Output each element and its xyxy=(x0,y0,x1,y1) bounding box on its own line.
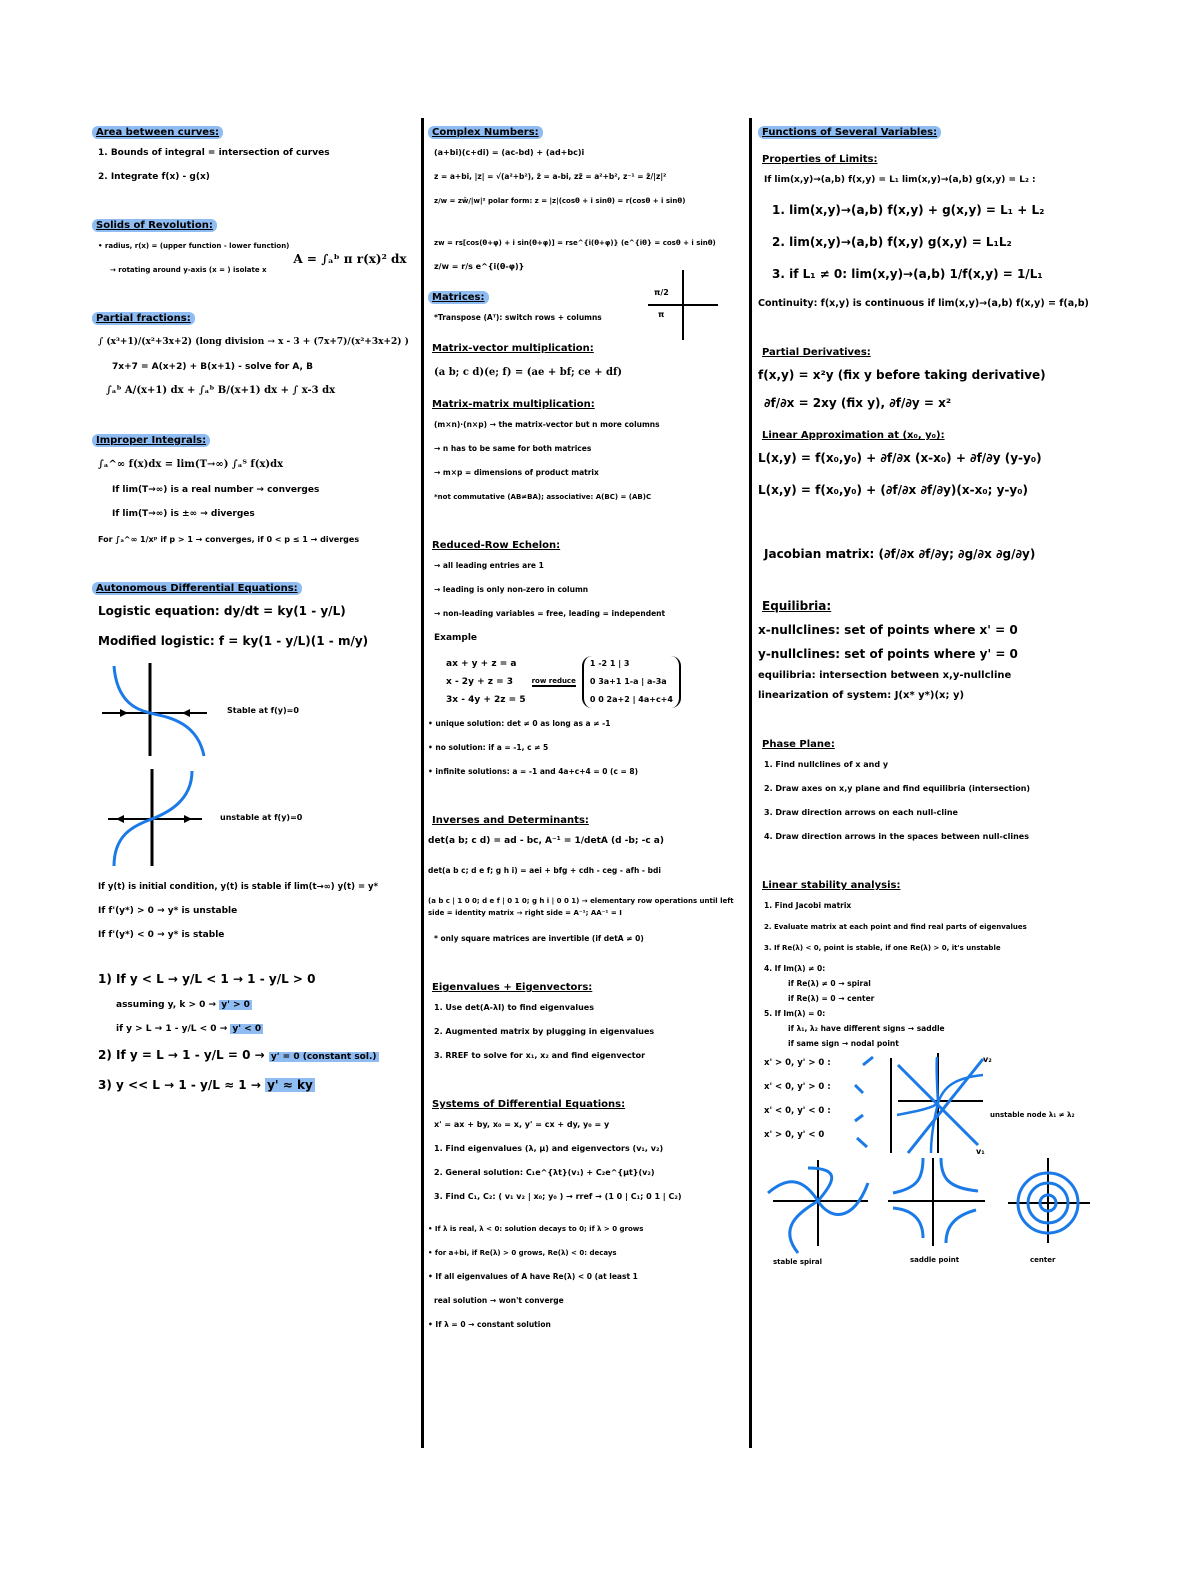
case-1: 1) If y < L → y/L < 1 → 1 - y/L > 0 xyxy=(98,972,316,986)
stab-center: if Re(λ) = 0 → center xyxy=(788,994,875,1003)
rref-rule-1: → all leading entries are 1 xyxy=(434,561,544,570)
phase-line-graphs xyxy=(92,661,222,871)
complex-product-polar: zw = rs[cos(θ+φ) + i sin(θ+φ)] = rse^{i(θ+φ)} (e^{iθ} = cosθ + i sinθ) xyxy=(434,239,716,247)
partial-integral: ∫ (x³+1)/(x²+3x+2) (long division → x - 3 + (7x+7)/(x²+3x+2) ) xyxy=(98,337,409,347)
y-nullclines: y-nullclines: set of points where y' = 0 xyxy=(758,647,1018,661)
area-step-1: 1. Bounds of integral = intersection of curves xyxy=(98,148,330,158)
complex-mult: (a+bi)(c+di) = (ac-bd) + (ad+bc)i xyxy=(434,148,585,157)
stable-spiral-label: stable spiral xyxy=(773,1258,822,1266)
rref-rule-3: → non-leading variables = free, leading = independent xyxy=(434,609,666,618)
stab-spiral: if Re(λ) ≠ 0 → spiral xyxy=(788,979,871,988)
improper-converges: If lim(T→∞) is a real number → converges xyxy=(112,485,320,495)
partial-solve: 7x+7 = A(x+2) + B(x+1) - solve for A, B xyxy=(112,362,313,372)
unstable-rule: If f'(y*) > 0 → y* is unstable xyxy=(98,906,238,916)
solids-formula: A = ∫ₐᵇ π r(x)² dx xyxy=(293,252,407,266)
section-title-stability: Linear stability analysis: xyxy=(762,880,901,891)
column-multivariable xyxy=(758,120,1113,1278)
case-3: 3) y << L → 1 - y/L ≈ 1 → y' ≈ ky xyxy=(98,1078,313,1092)
eigen-step-1: 1. Use det(A-λI) to find eigenvalues xyxy=(434,1003,594,1012)
limit-product: 2. lim(x,y)→(a,b) f(x,y) g(x,y) = L₁L₂ xyxy=(772,235,1012,249)
systems-eq: x' = ax + by, x₀ = x, y' = cx + dy, y₀ = y xyxy=(434,1120,610,1129)
column-divider-left xyxy=(421,118,424,1448)
area-step-2: 2. Integrate f(x) - g(x) xyxy=(98,172,210,182)
systems-step-1: 1. Find eigenvalues (λ, μ) and eigenvectors (v₁, v₂) xyxy=(434,1144,664,1153)
section-title-systems: Systems of Differential Equations: xyxy=(432,1099,626,1110)
unstable-label: unstable at f(y)=0 xyxy=(220,813,303,822)
x-nullclines: x-nullclines: set of points where x' = 0 xyxy=(758,623,1018,637)
matrix-vector-formula: (a b; c d)(e; f) = (ae + bf; ce + df) xyxy=(434,367,622,378)
invertible-note: * only square matrices are invertible (if detA ≠ 0) xyxy=(434,934,644,943)
limits-given: If lim(x,y)→(a,b) f(x,y) = L₁ lim(x,y)→(a,b) g(x,y) = L₂ : xyxy=(764,175,1036,185)
section-title-inverses: Inverses and Determinants: xyxy=(432,815,589,826)
improper-diverges: If lim(T→∞) is ±∞ → diverges xyxy=(112,509,255,519)
systems-step-2: 2. General solution: C₁e^{λt}(v₁) + C₂e^{μt}(v₂) xyxy=(434,1168,655,1177)
section-title-matrix-vector: Matrix-vector multiplication: xyxy=(432,343,594,354)
limit-reciprocal: 3. if L₁ ≠ 0: lim(x,y)→(a,b) 1/f(x,y) = 1/L₁ xyxy=(772,267,1043,281)
complex-polar: z/w = zw̄/|w|² polar form: z = |z|(cosθ + i sinθ) = r(cosθ + i sinθ) xyxy=(434,197,686,205)
partials-result: ∂f/∂x = 2xy (fix y), ∂f/∂y = x² xyxy=(764,396,952,410)
column-linear-algebra xyxy=(428,120,748,1343)
inverse-procedure: (a b c | 1 0 0; d e f | 0 1 0; g h i | 0 0 1) → elementary row operations until left side = identity matrix → right side = A⁻¹; AA⁻¹ = I xyxy=(428,897,734,917)
case-1a: assuming y, k > 0 → y' > 0 xyxy=(116,1000,250,1010)
direction-arrows-figure: x' > 0, y' > 0 : x' < 0, y' > 0 : x' < 0, y' < 0 : x' > 0, y' < 0 v₂ v₁ unstable node λ₁ ≠ λ₂ xyxy=(764,1055,1075,1156)
v1-label: v₁ xyxy=(976,1147,985,1156)
rref-example-label: Example xyxy=(434,633,478,643)
mm-rule-1: (m×n)·(n×p) → the matrix-vector but n more columns xyxy=(434,420,660,429)
transpose-note: *Transpose (Aᵀ): switch rows + columns xyxy=(434,313,602,322)
complex-quotient-polar: z/w = r/s e^{i(θ-φ)} xyxy=(434,262,525,271)
section-title-area: Area between curves: xyxy=(92,126,223,139)
case-1b: if y > L → 1 - y/L < 0 → y' < 0 xyxy=(116,1024,262,1034)
rref-none: • no solution: if a = -1, c ≠ 5 xyxy=(428,743,549,752)
center-diagram xyxy=(1008,1158,1090,1243)
phase-step-3: 3. Draw direction arrows on each null-cline xyxy=(764,808,958,817)
limits-subtitle: Properties of Limits: xyxy=(762,154,878,165)
partials-example: f(x,y) = x²y (fix y before taking derivative) xyxy=(758,368,1046,382)
stab-saddle: if λ₁, λ₂ have different signs → saddle xyxy=(788,1024,945,1033)
column-divider-right xyxy=(749,118,752,1448)
quadrant-figure: π/2 π xyxy=(654,288,669,319)
rref-infinite: • infinite solutions: a = -1 and 4a+c+4 = 0 (c = 8) xyxy=(428,767,639,776)
improper-def: ∫ₐ^∞ f(x)dx = lim(T→∞) ∫ₐᵀ f(x)dx xyxy=(98,459,284,470)
stable-label: Stable at f(y)=0 xyxy=(227,706,299,715)
mm-rule-3: → m×p = dimensions of product matrix xyxy=(434,468,599,477)
stable-rule: If f'(y*) < 0 → y* is stable xyxy=(98,930,225,940)
section-title-solids: Solids of Revolution: xyxy=(92,219,217,232)
det-2x2: det(a b; c d) = ad - bc, A⁻¹ = 1/detA (d -b; -c a) xyxy=(428,836,664,846)
partial-split: ∫ₐᵇ A/(x+1) dx + ∫ₐᵇ B/(x+1) dx + ∫ x-3 dx xyxy=(106,385,336,396)
section-title-rref: Reduced-Row Echelon: xyxy=(432,540,561,551)
unstable-node-diagram xyxy=(853,1053,993,1158)
column-calculus xyxy=(92,120,417,1105)
section-title-complex: Complex Numbers: xyxy=(428,126,543,139)
stability-note: If y(t) is initial condition, y(t) is stable if lim(t→∞) y(t) = y* xyxy=(98,882,379,892)
mm-rule-2: → n has to be same for both matrices xyxy=(434,444,592,453)
limit-sum: 1. lim(x,y)→(a,b) f(x,y) + g(x,y) = L₁ + L₂ xyxy=(772,203,1045,217)
det-3x3: det(a b c; d e f; g h i) = aei + bfg + cdh - ceg - afh - bdi xyxy=(428,866,661,875)
linearization: linearization of system: J(x* y*)(x; y) xyxy=(758,690,965,701)
improper-p-test: For ∫ₐ^∞ 1/xᵖ if p > 1 → converges, if 0 < p ≤ 1 → diverges xyxy=(98,535,360,544)
center-label: center xyxy=(1030,1256,1056,1264)
stab-nodal: if same sign → nodal point xyxy=(788,1039,899,1048)
modified-logistic-eq: Modified logistic: f = ky(1 - y/L)(1 - m/y) xyxy=(98,634,369,648)
section-title-eigen: Eigenvalues + Eigenvectors: xyxy=(432,982,593,993)
section-title-matrices: Matrices: xyxy=(428,291,489,304)
logistic-eq: Logistic equation: dy/dt = ky(1 - y/L) xyxy=(98,604,346,618)
section-title-phase-plane: Phase Plane: xyxy=(762,739,835,750)
section-title-improper: Improper Integrals: xyxy=(92,434,210,447)
continuity-def: Continuity: f(x,y) is continuous if lim(x,y)→(a,b) f(x,y) = f(a,b) xyxy=(758,298,1089,309)
jacobian-matrix: Jacobian matrix: (∂f/∂x ∂f/∂y; ∂g/∂x ∂g/∂y) xyxy=(764,547,1036,561)
systems-note-2: • for a+bi, if Re(λ) > 0 grows, Re(λ) < 0: decays xyxy=(428,1249,617,1257)
unstable-node-label: unstable node λ₁ ≠ λ₂ xyxy=(990,1111,1075,1119)
section-title-autonomous: Autonomous Differential Equations: xyxy=(92,582,302,595)
phase-step-2: 2. Draw axes on x,y plane and find equilibria (intersection) xyxy=(764,784,1031,793)
v2-label: v₂ xyxy=(983,1055,992,1064)
eigen-step-2: 2. Augmented matrix by plugging in eigenvalues xyxy=(434,1027,655,1036)
saddle-point-diagram xyxy=(888,1158,985,1246)
stab-step-2: 2. Evaluate matrix at each point and find real parts of eigenvalues xyxy=(764,923,1027,931)
systems-note-3: • If all eigenvalues of A have Re(λ) < 0 (at least 1 xyxy=(428,1272,638,1281)
systems-note-5: • If λ = 0 → constant solution xyxy=(428,1320,551,1329)
stab-step-1: 1. Find Jacobi matrix xyxy=(764,901,852,910)
linear-approx-matrix: L(x,y) = f(x₀,y₀) + (∂f/∂x ∂f/∂y)(x-x₀; y-y₀) xyxy=(758,483,1028,497)
systems-note-1: • If λ is real, λ < 0: solution decays to 0; if λ > 0 grows xyxy=(428,1225,644,1233)
rref-unique: • unique solution: det ≠ 0 as long as a ≠ -1 xyxy=(428,719,611,728)
case-2: 2) If y = L → 1 - y/L = 0 → y' = 0 (constant sol.) xyxy=(98,1048,377,1062)
section-title-functions: Functions of Several Variables: xyxy=(758,126,941,139)
section-title-linear-approx: Linear Approximation at (x₀, y₀): xyxy=(762,430,945,441)
systems-note-4: real solution → won't converge xyxy=(434,1296,564,1305)
rref-rule-2: → leading is only non-zero in column xyxy=(434,585,589,594)
equilibria-def: equilibria: intersection between x,y-nullcline xyxy=(758,670,1012,681)
solids-radius-note: • radius, r(x) = (upper function - lower function) xyxy=(98,242,290,250)
rref-example: ax + y + z = a x - 2y + z = 3 3x - 4y + 2z = 5 row reduce 1 -2 1 | 3 0 3a+1 1-a | a-3a 0 0 2a+2 | 4a+c+4 xyxy=(440,656,748,708)
stab-step-3: 3. If Re(λ) < 0, point is stable, if one Re(λ) > 0, it's unstable xyxy=(764,944,1001,952)
stab-step-5: 5. If Im(λ) = 0: xyxy=(764,1009,826,1018)
solids-rotate-note: → rotating around y-axis (x = ) isolate x xyxy=(110,266,267,274)
section-title-partial-fractions: Partial fractions: xyxy=(92,312,195,325)
stable-spiral-diagram xyxy=(768,1160,868,1253)
systems-step-3: 3. Find C₁, C₂: ( v₁ v₂ | x₀; y₀ ) → rref → (1 0 | C₁; 0 1 | C₂) xyxy=(434,1192,682,1201)
section-title-matrix-matrix: Matrix-matrix multiplication: xyxy=(432,399,595,410)
complex-modulus: z = a+bi, |z| = √(a²+b²), z̄ = a-bi, zz̄ = a²+b², z⁻¹ = z̄/|z|² xyxy=(434,172,667,181)
mm-rule-4: *not commutative (AB≠BA); associative: A(BC) = (AB)C xyxy=(434,493,652,501)
eigen-step-3: 3. RREF to solve for x₁, x₂ and find eigenvector xyxy=(434,1051,646,1060)
section-title-partials: Partial Derivatives: xyxy=(762,347,871,358)
phase-step-4: 4. Draw direction arrows in the spaces between null-clines xyxy=(764,832,1029,841)
stab-step-4: 4. If Im(λ) ≠ 0: xyxy=(764,964,826,973)
linear-approx-formula: L(x,y) = f(x₀,y₀) + ∂f/∂x (x-x₀) + ∂f/∂y (y-y₀) xyxy=(758,451,1042,465)
section-title-equilibria: Equilibria: xyxy=(762,599,832,613)
phase-step-1: 1. Find nullclines of x and y xyxy=(764,760,889,769)
stability-figures xyxy=(92,661,417,871)
saddle-point-label: saddle point xyxy=(910,1256,960,1264)
phase-portraits xyxy=(758,1158,1113,1278)
